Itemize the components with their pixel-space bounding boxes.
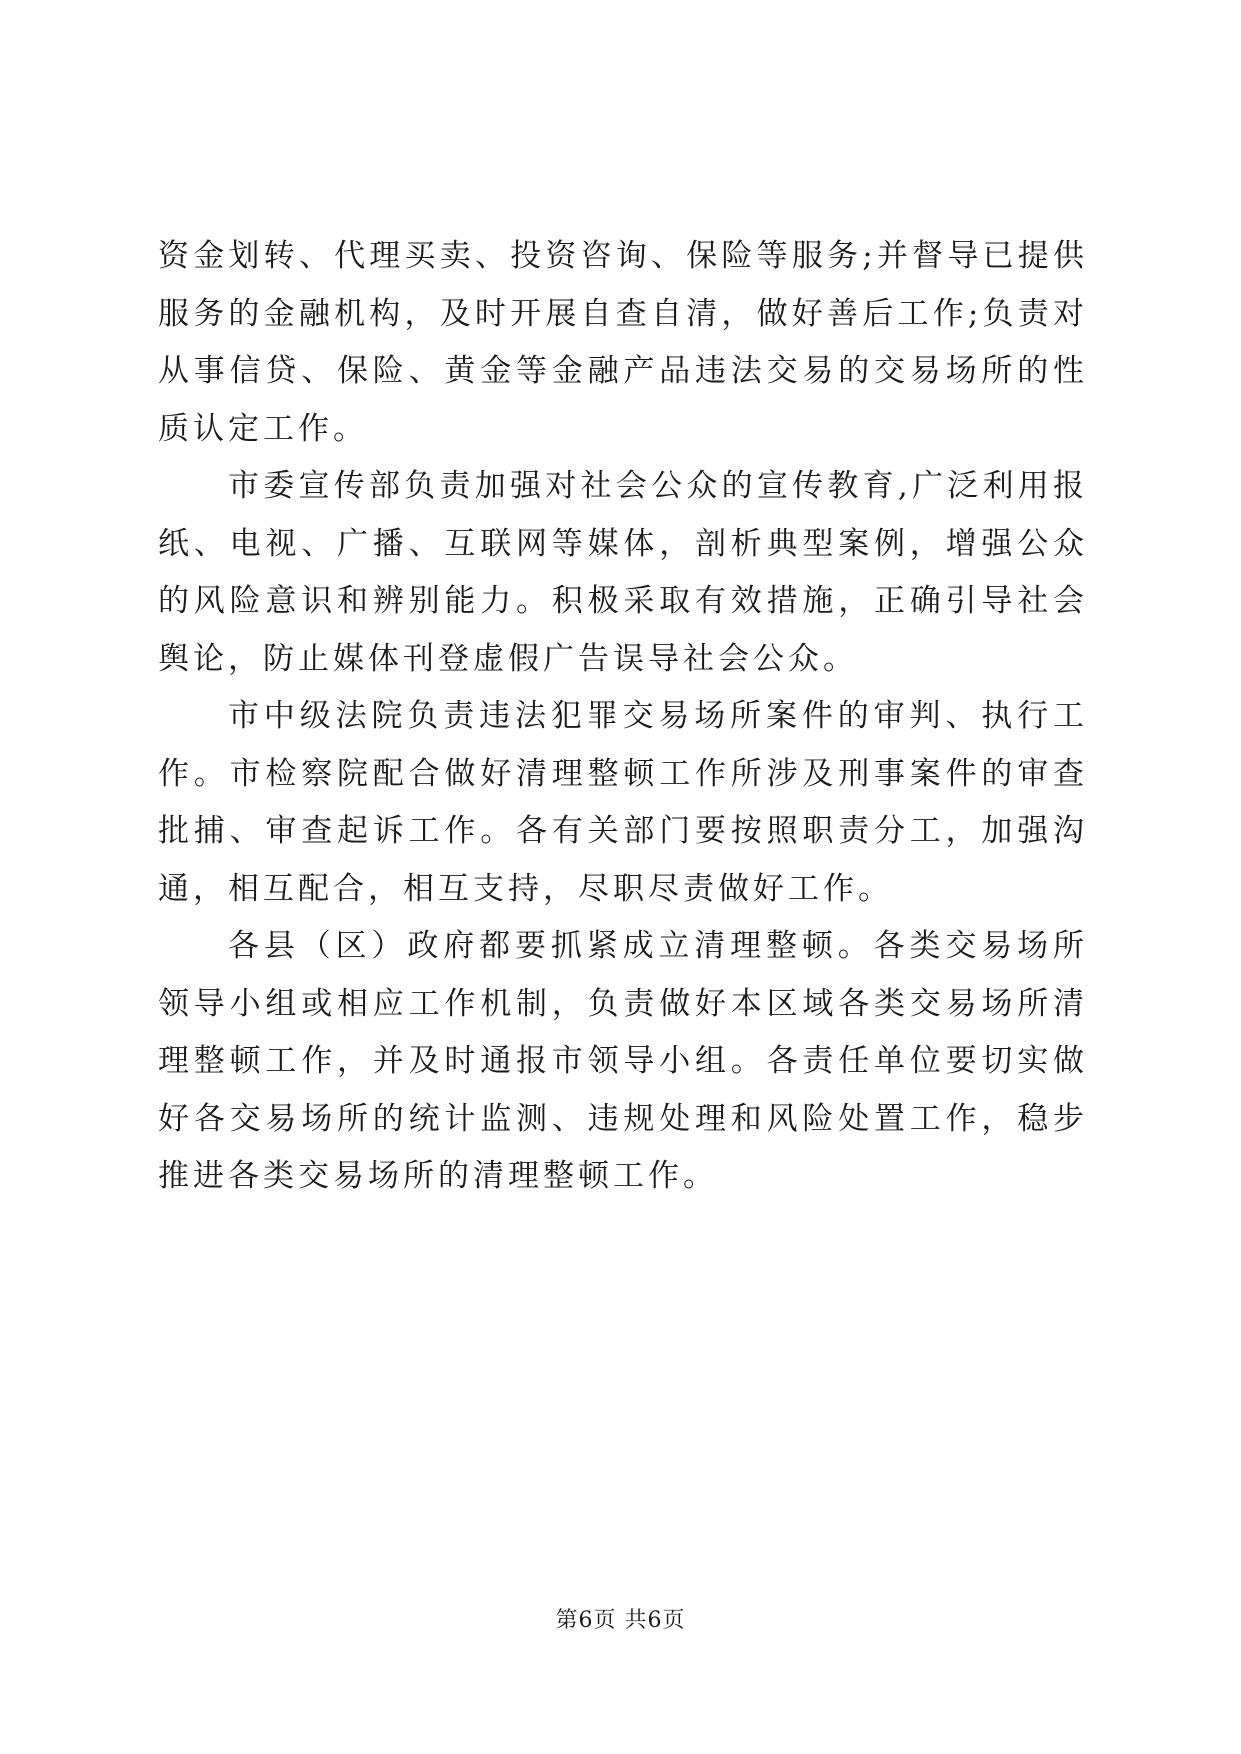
paragraph-continuation: 资金划转、代理买卖、投资咨询、保险等服务;并督导已提供服务的金融机构，及时开展自查自清，做好善后工作;负责对从事信贷、保险、黄金等金融产品违法交易的交易场所的性质认定工作。 <box>158 238 1088 447</box>
document-body <box>158 228 1088 1206</box>
page-number-footer: 第6页 共6页 <box>555 1608 686 1633</box>
paragraph-propaganda-department: 市委宣传部负责加强对社会公众的宣传教育,广泛利用报纸、电视、广播、互联网等媒体，剖析典型案例，增强公众的风险意识和辨别能力。积极采取有效措施，正确引导社会舆论，防止媒体刊登虚假广告误导社会公众。 <box>158 468 1088 677</box>
paragraph-county-governments: 各县（区）政府都要抓紧成立清理整顿。各类交易场所领导小组或相应工作机制，负责做好本区域各类交易场所清理整顿工作，并及时通报市领导小组。各责任单位要切实做好各交易场所的统计监测、违规处理和风险处置工作，稳步推进各类交易场所的清理整顿工作。 <box>158 928 1088 1194</box>
paragraph-court-procuratorate: 市中级法院负责违法犯罪交易场所案件的审判、执行工作。市检察院配合做好清理整顿工作所涉及刑事案件的审查批捕、审查起诉工作。各有关部门要按照职责分工，加强沟通，相互配合，相互支持，尽职尽责做好工作。 <box>158 698 1088 907</box>
